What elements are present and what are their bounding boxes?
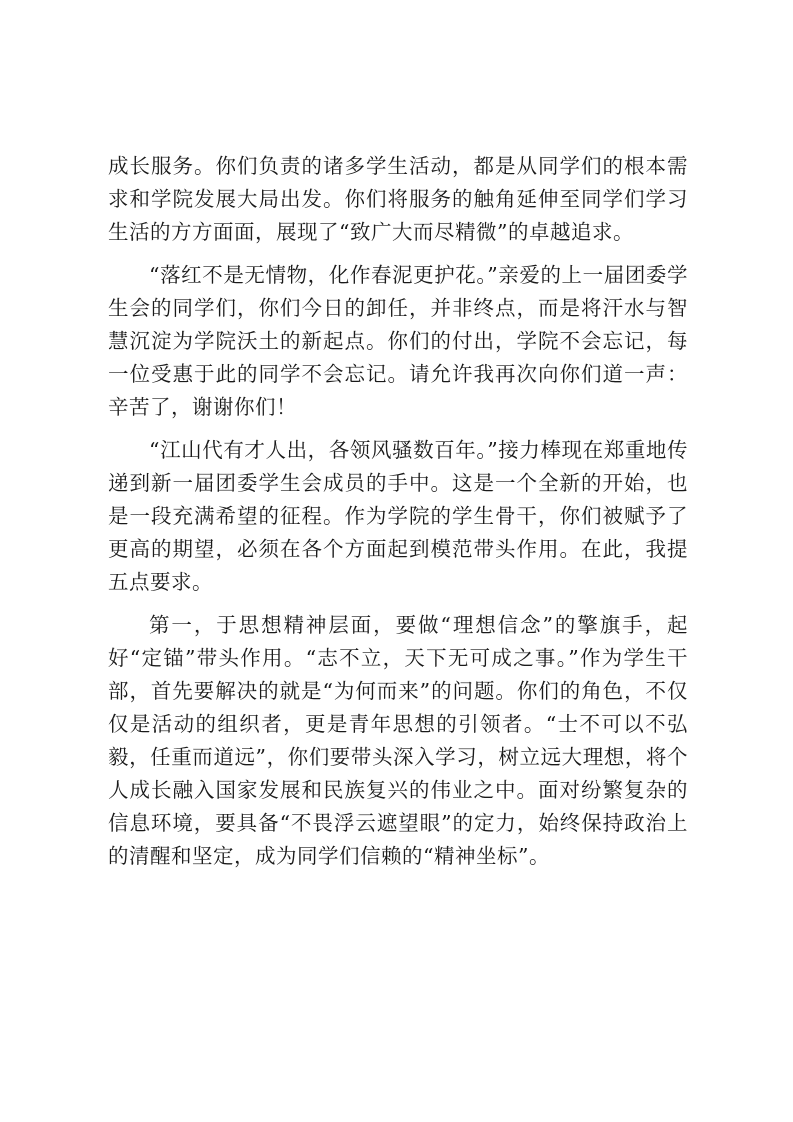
- paragraph-continuation: 成长服务。你们负责的诸多学生活动，都是从同学们的根本需求和学院发展大局出发。你们将服务的触角延伸至同学们学习生活的方方面面，展现了“致广大而尽精微”的卓越追求。: [108, 154, 688, 244]
- paragraph-farewell: “落红不是无情物，化作春泥更护花。”亲爱的上一届团委学生会的同学们，你们今日的卸任，并非终点，而是将汗水与智慧沉淀为学院沃土的新起点。你们的付出，学院不会忘记，每一位受惠于此的同学不会忘记。请允许我再次向你们道一声：辛苦了，谢谢你们！: [108, 263, 688, 419]
- paragraph-requirement-one: 第一，于思想精神层面，要做“理想信念”的擎旗手，起好“定锚”带头作用。“志不立，天下无可成之事。”作为学生干部，首先要解决的就是“为何而来”的问题。你们的角色，不仅仅是活动的组织者，更是青年思想的引领者。“士不可以不弘毅，任重而道远”，你们要带头深入学习，树立远大理想，将个人成长融入国家发展和民族复兴的伟业之中。面对纷繁复杂的信息环境，要具备“不畏浮云遮望眼”的定力，始终保持政治上的清醒和坚定，成为同学们信赖的“精神坐标”。: [108, 613, 688, 868]
- paragraph-handover: “江山代有才人出，各领风骚数百年。”接力棒现在郑重地传递到新一届团委学生会成员的手中。这是一个全新的开始，也是一段充满希望的征程。作为学院的学生骨干，你们被赋予了更高的期望，必须在各个方面起到模范带头作用。在此，我提五点要求。: [108, 438, 688, 594]
- document-body: [108, 150, 688, 883]
